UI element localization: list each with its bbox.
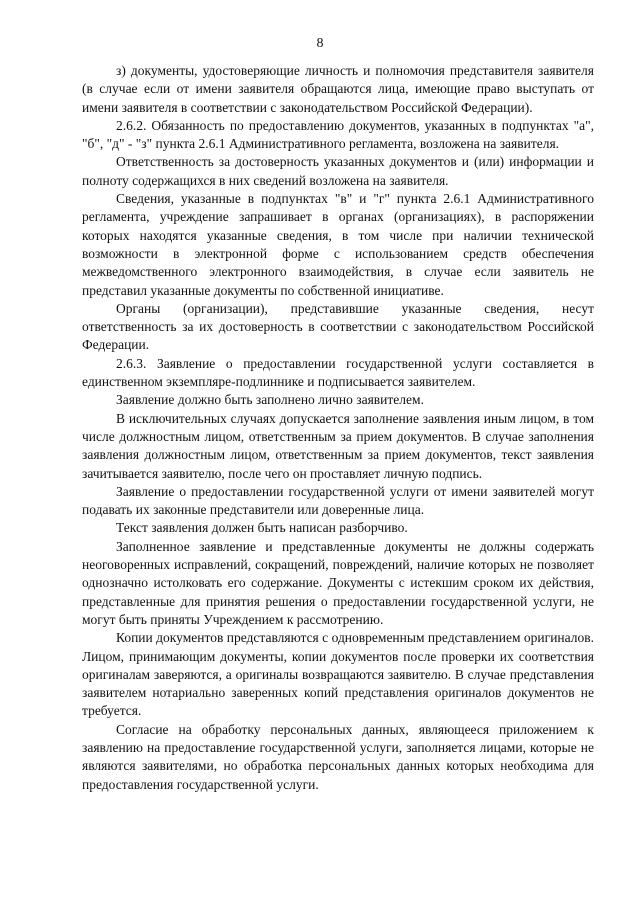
paragraph-exceptional-cases: В исключительных случаях допускается заполнение заявления иным лицом, в том числе должностным лицом, ответственным за прием документов. В случае заполнения заявления должностным лицом, ответственным за прием документов, текст заявления зачитывается заявителю, после чего он проставляет личную подпись.	[82, 410, 594, 481]
paragraph-representatives: Заявление о предоставлении государственной услуги от имени заявителей могут подавать их законные представители или доверенные лица.	[82, 483, 594, 518]
paragraph-personal-data-consent: Согласие на обработку персональных данных, являющееся приложением к заявлению на предоставление государственной услуги, заполняется лицами, которые не являются заявителями, но обработка персональных данных которых необходима для предоставления государственной услуги.	[82, 721, 594, 792]
paragraph-filled-personally: Заявление должно быть заполнено лично заявителем.	[116, 392, 424, 408]
paragraph-documents-representative: з) документы, удостоверяющие личность и полномочия представителя заявителя (в случае если от имени заявителя обращаются лица, имеющие право выступать от имени заявителя в соответствии с законодательством Российской Федерации).	[82, 63, 594, 115]
paragraph-legible-text: Текст заявления должен быть написан разборчиво.	[116, 520, 408, 536]
paragraph-2-6-3: 2.6.3. Заявление о предоставлении государственной услуги составляется в единственном экземпляре-подлиннике и подписывается заявителем.	[82, 355, 594, 390]
paragraph-responsibility: Ответственность за достоверность указанных документов и (или) информации и полноту содержащихся в них сведений возложена на заявителя.	[82, 154, 594, 188]
paragraph-2-6-2: 2.6.2. Обязанность по предоставлению документов, указанных в подпунктах "а", "б", "д" - "з" пункта 2.6.1 Административного регламента, возложена на заявителя.	[82, 117, 594, 152]
page-number: 8	[316, 36, 324, 51]
document-body	[82, 62, 594, 794]
paragraph-organizations-responsibility: Органы (организации), представившие указанные сведения, несут ответственность за их достоверность в соответствии с законодательством Российской Федерации.	[82, 300, 594, 353]
paragraph-no-corrections: Заполненное заявление и представленные документы не должны содержать неоговоренных исправлений, сокращений, повреждений, наличие которых не позволяет однозначно истолковать его содержание. Документы с истекшим сроком их действия, представленные для принятия решения о предоставлении государственной услуги, не могут быть приняты Учреждением к рассмотрению.	[82, 538, 594, 627]
paragraph-copies-originals: Копии документов представляются с одновременным представлением оригиналов. Лицом, принимающим документы, копии документов после проверки их соответствия оригиналам заверяются, а оригиналы возвращаются заявителю. В случае представления заявителем нотариально заверенных копий представления оригиналов документов не требуется.	[82, 630, 594, 719]
paragraph-information-request: Сведения, указанные в подпунктах "в" и "г" пункта 2.6.1 Административного регламента, учреждение запрашивает в органах (организациях), в распоряжении которых находятся указанные сведения, в том числе при наличии технической возможности в электронной форме с использованием средств обеспечения межведомственного электронного взаимодействия, в случае если заявитель не представил указанные документы по собственной инициативе.	[82, 191, 594, 298]
